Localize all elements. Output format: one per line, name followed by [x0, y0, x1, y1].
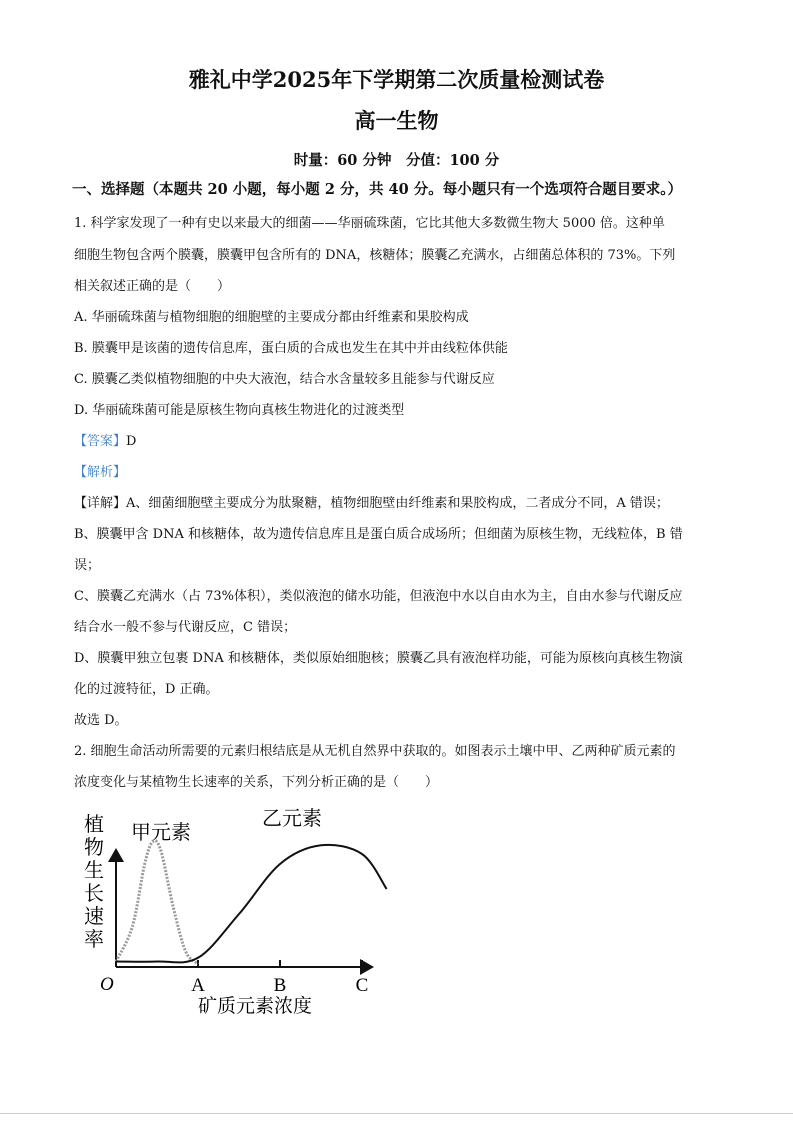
q2-stem-line: 2. 细胞生命活动所需要的元素归根结底是从无机自然界中获取的。如图表示土壤中甲、乙两种矿质元素的 [74, 744, 676, 759]
x-tick-labels [191, 960, 368, 996]
q1-stem-line: 细胞生物包含两个膜囊，膜囊甲包含所有的 DNA，核糖体；膜囊乙充满水，占细菌总体积的 73%。下列 [74, 248, 676, 263]
q1-detail-line: 误； [74, 558, 101, 573]
y-axis-label-char: 长 [84, 881, 104, 905]
origin-label: O [100, 974, 114, 995]
section-heading: 一、选择题（本题共 20 小题，每小题 2 分，共 40 分。每小题只有一个选项符合题目要求。） [72, 181, 682, 198]
q1-option-a: A. 华丽硫珠菌与植物细胞的细胞壁的主要成分都由纤维素和果胶构成 [74, 310, 469, 325]
q1-detail-line: 【详解】A、细菌细胞壁主要成分为肽聚糖，植物细胞壁由纤维素和果胶构成，二者成分不同，A 错误； [74, 496, 669, 511]
q1-option-d: D. 华丽硫珠菌可能是原核生物向真核生物进化的过渡类型 [74, 403, 405, 418]
x-axis-label: 矿质元素浓度 [197, 995, 313, 1017]
q1-detail-line: B、膜囊甲含 DNA 和核糖体，故为遗传信息库且是蛋白质合成场所；但细菌为原核生物，无线粒体，B 错 [74, 527, 683, 542]
analysis-tag: 【解析】 [74, 465, 127, 480]
q1-detail-line: 故选 D。 [74, 713, 128, 728]
series-line-jia [116, 841, 198, 964]
series-label: 甲元素 [131, 820, 191, 844]
y-axis-label-char: 生 [84, 858, 104, 882]
growth-rate-chart [80, 805, 400, 1020]
q1-stem-line: 1. 科学家发现了一种有史以来最大的细菌——华丽硫珠菌，它比其他大多数微生物大 5000 倍。这种单 [74, 216, 665, 231]
answer-tag: 【答案】 [74, 434, 127, 449]
y-axis-label-char: 物 [84, 835, 104, 859]
y-axis-label-char: 速 [84, 904, 104, 928]
q1-option-c: C. 膜囊乙类似植物细胞的中央大液泡，结合水含量较多且能参与代谢反应 [74, 372, 495, 387]
exam-title: 雅礼中学2025年下学期第二次质量检测试卷 [188, 67, 605, 92]
q1-detail-line: D、膜囊甲独立包裹 DNA 和核糖体，类似原始细胞核；膜囊乙具有液泡样功能，可能为原核向真核生物演 [74, 651, 683, 666]
answer-value: D [126, 434, 137, 449]
q1-option-b: B. 膜囊甲是该菌的遗传信息库，蛋白质的合成也发生在其中并由线粒体供能 [74, 341, 508, 356]
q1-stem-line: 相关叙述正确的是（ ） [74, 279, 231, 294]
series-label: 乙元素 [262, 806, 322, 830]
y-axis-label-char: 植 [84, 812, 104, 836]
q2-stem-line: 浓度变化与某植物生长速率的关系，下列分析正确的是（ ） [74, 775, 439, 790]
x-tick-label: A [191, 975, 205, 996]
x-tick-label: C [355, 975, 369, 996]
y-axis-label-char: 率 [84, 927, 104, 951]
q1-detail-line: 结合水一般不参与代谢反应，C 错误； [74, 620, 297, 635]
series-labels [131, 806, 322, 844]
time-score-info: 时量：60 分钟 分值：100 分 [293, 152, 500, 169]
page-bottom-rule [0, 1113, 793, 1114]
q1-detail-line: C、膜囊乙充满水（占 73%体积），类似液泡的储水功能，但液泡中水以自由水为主，自由水参与代谢反应 [74, 589, 683, 604]
subject-title: 高一生物 [354, 108, 439, 133]
q1-detail-line: 化的过渡特征，D 正确。 [74, 682, 219, 697]
x-tick-label: B [273, 975, 287, 996]
series-line-yi [116, 845, 387, 963]
q1-answer [74, 430, 136, 449]
y-axis-label [84, 812, 104, 951]
